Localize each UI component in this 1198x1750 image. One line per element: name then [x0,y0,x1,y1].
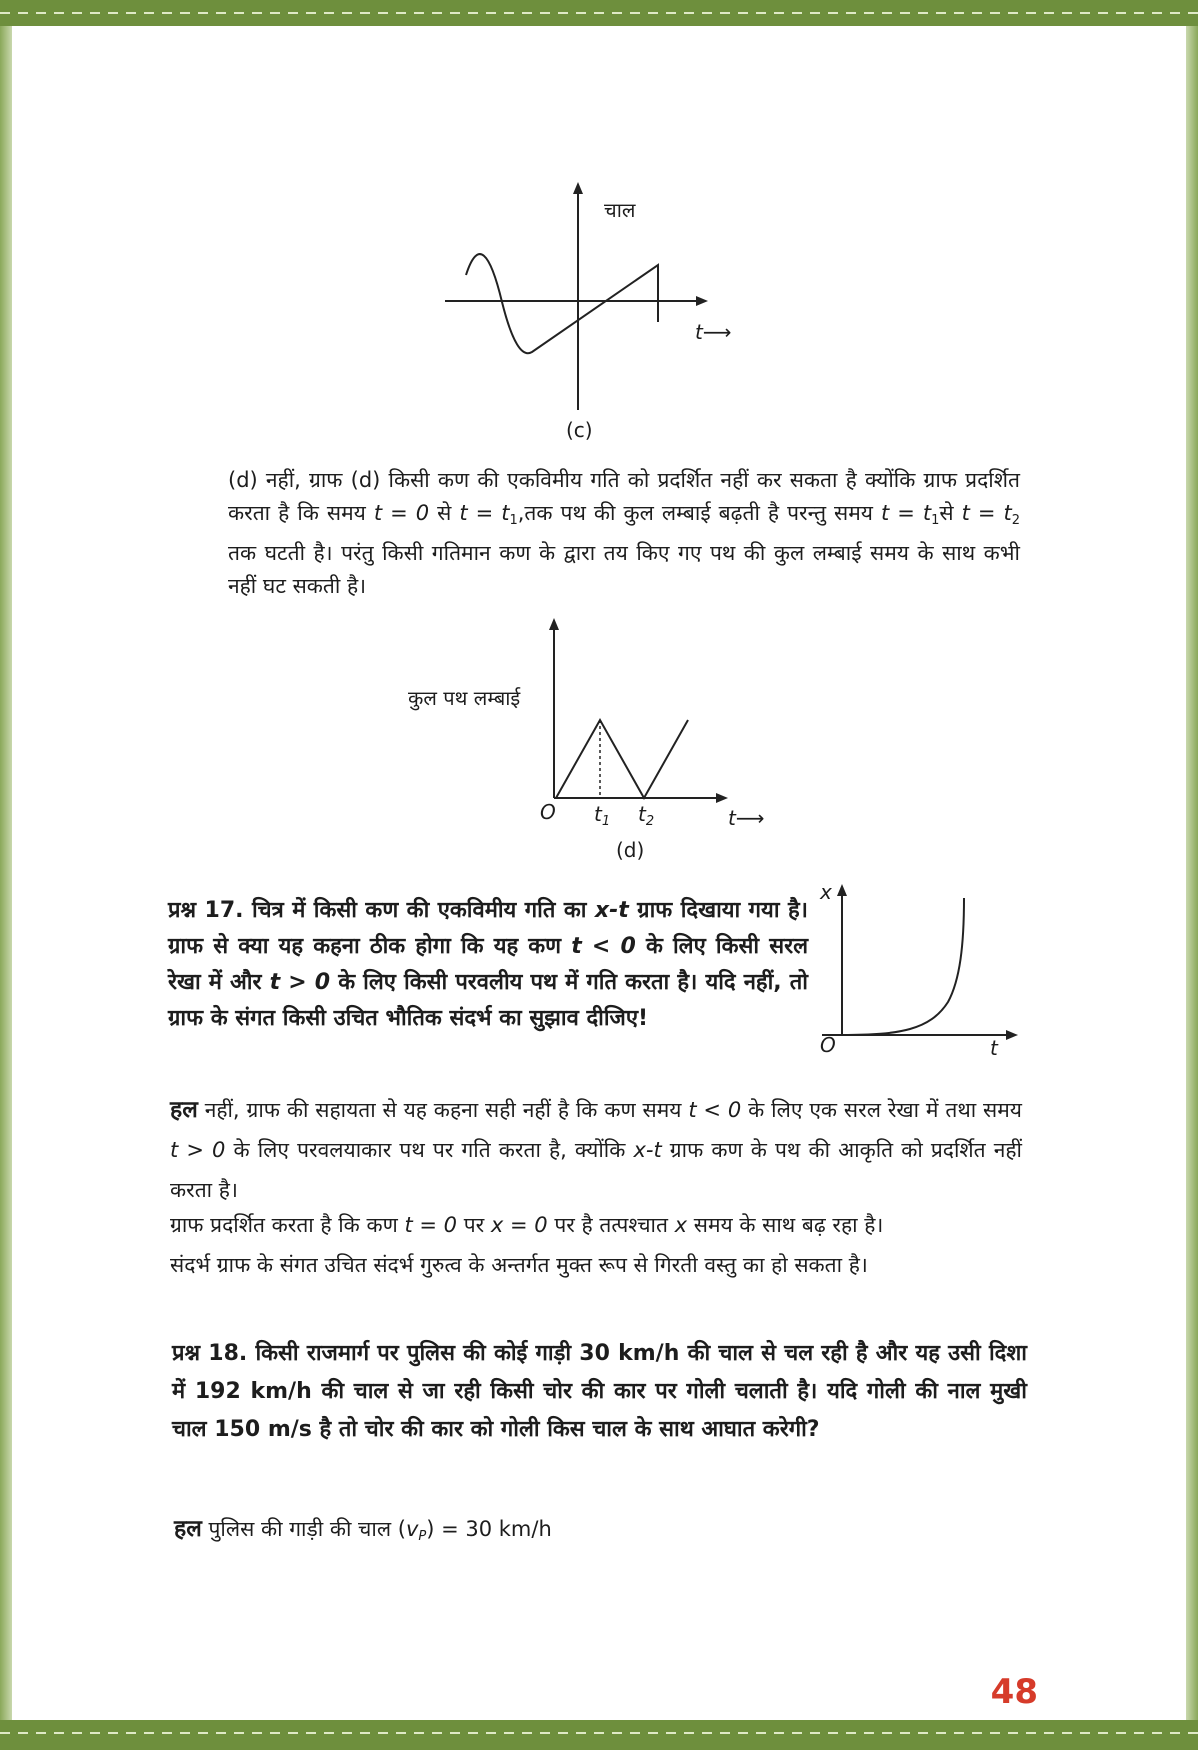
answer-d-math: t = t [881,501,932,525]
solution-17-text: के लिए परवलयाकार पथ पर गति करता है, क्योंकि [225,1138,634,1162]
solution-17-text: पर [457,1213,491,1237]
question-18-label: प्रश्न 18. [172,1341,248,1366]
solution-17-math: t = 0 [404,1213,458,1237]
figure-d-t1-text: t [594,802,602,826]
answer-d-math: t = 0 [373,501,430,525]
solution-17-math: t < 0 [688,1098,742,1122]
solution-17-text: ग्राफ कण के पथ की आकृति को प्रदर्शित नहीं करता है। [170,1138,1022,1202]
answer-d-text: से [939,501,962,525]
question-17-text: के लिए किसी परवलीय पथ में गति करता है। यदि नहीं, तो ग्राफ के संगत किसी उचित भौतिक संदर्भ का सुझाव दीजिए! [168,970,808,1031]
solution-17-math: x = 0 [490,1213,548,1237]
figure-d-t2-text: t [638,802,646,826]
figure-d-t2-sub: 2 [645,814,655,829]
question-18-text: किसी राजमार्ग पर पुलिस की कोई गाड़ी 30 km/h की चाल से चल रही है और यह उसी दिशा में 192 km/h की चाल से जा रही किसी चोर की कार पर गोली चलाती है। यदि गोली की नाल मुखी चाल 150 m/s है तो चोर की कार को गोली किस चाल के साथ आघात करेगी? [172,1341,1027,1442]
answer-d-math: t = t [961,501,1012,525]
figure-c-curve [466,254,658,353]
question-17 [168,893,808,1037]
question-17-math: t > 0 [269,970,331,995]
answer-d-paragraph [228,464,1020,603]
solution-17-text: पर है तत्पश्चात [547,1213,675,1237]
figure-c-caption: (c) [566,418,593,442]
answer-d-subscript: 1 [509,513,518,528]
solution-17-text: नहीं, ग्राफ की सहायता से यह कहना सही नहीं है कि कण समय [197,1098,689,1122]
page-border-right [1186,26,1198,1720]
solution-17-math: x [674,1213,688,1237]
question-17-label: प्रश्न 17. [168,898,244,923]
answer-d-text: नहीं, ग्राफ (d) किसी कण की एकविमीय गति को प्रदर्शित नहीं कर सकता है क्योंकि ग्राफ प्रदर्शित करता है कि समय [228,468,1020,525]
figure-d-curve [556,720,688,798]
answer-d-marker: (d) [228,468,258,492]
figure-q17-curve [842,898,964,1035]
figure-q17-x-arrow [1006,1030,1018,1040]
figure-q17-xt-graph [820,880,1020,1060]
figure-d-x-label: t⟶ [728,806,765,830]
question-17-math: t < 0 [571,934,636,959]
solution-17-reference: संदर्भ ग्राफ के संगत उचित संदर्भ गुरुत्व के अन्तर्गत मुक्त रूप से गिरती वस्तु का हो सकता है। [170,1253,868,1277]
answer-d-text: तक घटती है। परंतु किसी गतिमान कण के द्वारा तय किए गए पथ की कुल लम्बाई समय के साथ कभी नहीं घट सकती है। [228,541,1020,598]
figure-d-t1-sub: 1 [601,814,611,829]
solution-18-math: v [405,1517,419,1541]
solution-17-math: x-t [633,1138,662,1162]
figure-d-x-arrow [716,793,728,803]
solution-18-subscript: P [418,1529,427,1544]
page-border-left [0,26,12,1720]
figure-d-t2-label [638,802,654,829]
solution-18-text: ) = 30 km/h [426,1517,552,1541]
page-number: 48 [990,1672,1038,1712]
figure-d-origin: O [540,800,556,824]
answer-d-subscript: 1 [931,513,940,528]
answer-d-math: t = t [459,501,510,525]
page-border-top [0,0,1198,26]
figure-q17-x-label: t [990,1036,998,1060]
solution-17-text: ग्राफ प्रदर्शित करता है कि कण [170,1213,405,1237]
solution-17-label: हल [170,1097,198,1123]
solution-17-math: t > 0 [170,1138,226,1162]
figure-d-y-arrow [549,618,559,630]
question-18 [172,1335,1027,1449]
figure-q17-origin: O [820,1033,836,1057]
solution-17-text: के लिए एक सरल रेखा में तथा समय [741,1098,1022,1122]
question-17-text: ग्राफ दिखाया गया है। ग्राफ से क्या यह कहना ठीक होगा कि यह कण [168,898,808,959]
page-border-bottom [0,1720,1198,1750]
solution-18-label: हल [174,1516,202,1542]
figure-c-x-label: t⟶ [695,320,732,344]
solution-18-text: पुलिस की गाड़ी की चाल ( [201,1517,406,1541]
solution-17-paragraph [170,1090,1022,1210]
solution-18-line [174,1513,974,1553]
figure-d-y-label: कुल पथ लम्बाई [408,686,521,710]
figure-d-path-length-graph [540,616,790,816]
figure-d-caption: (d) [616,838,645,862]
question-17-math: x-t [594,898,629,923]
figure-q17-y-label: x [820,880,832,904]
solution-17-paragraph-2 [170,1205,1022,1245]
question-17-text: के लिए किसी सरल रेखा में और [168,934,809,995]
solution-17-text: समय के साथ बढ़ रहा है। [687,1213,884,1237]
answer-d-text: ,तक पथ की कुल लम्बाई बढ़ती है परन्तु समय [517,501,882,525]
answer-d-text: से [429,501,460,525]
figure-d-t1-label [594,802,610,829]
figure-q17-y-arrow [837,884,847,896]
answer-d-subscript: 2 [1011,513,1021,528]
question-17-text: चित्र में किसी कण की एकविमीय गति का [243,898,595,923]
figure-c-x-arrow [696,296,708,306]
figure-c-speed-graph [430,180,750,440]
figure-c-y-arrow [573,182,583,194]
figure-c-y-label: चाल [604,198,636,222]
